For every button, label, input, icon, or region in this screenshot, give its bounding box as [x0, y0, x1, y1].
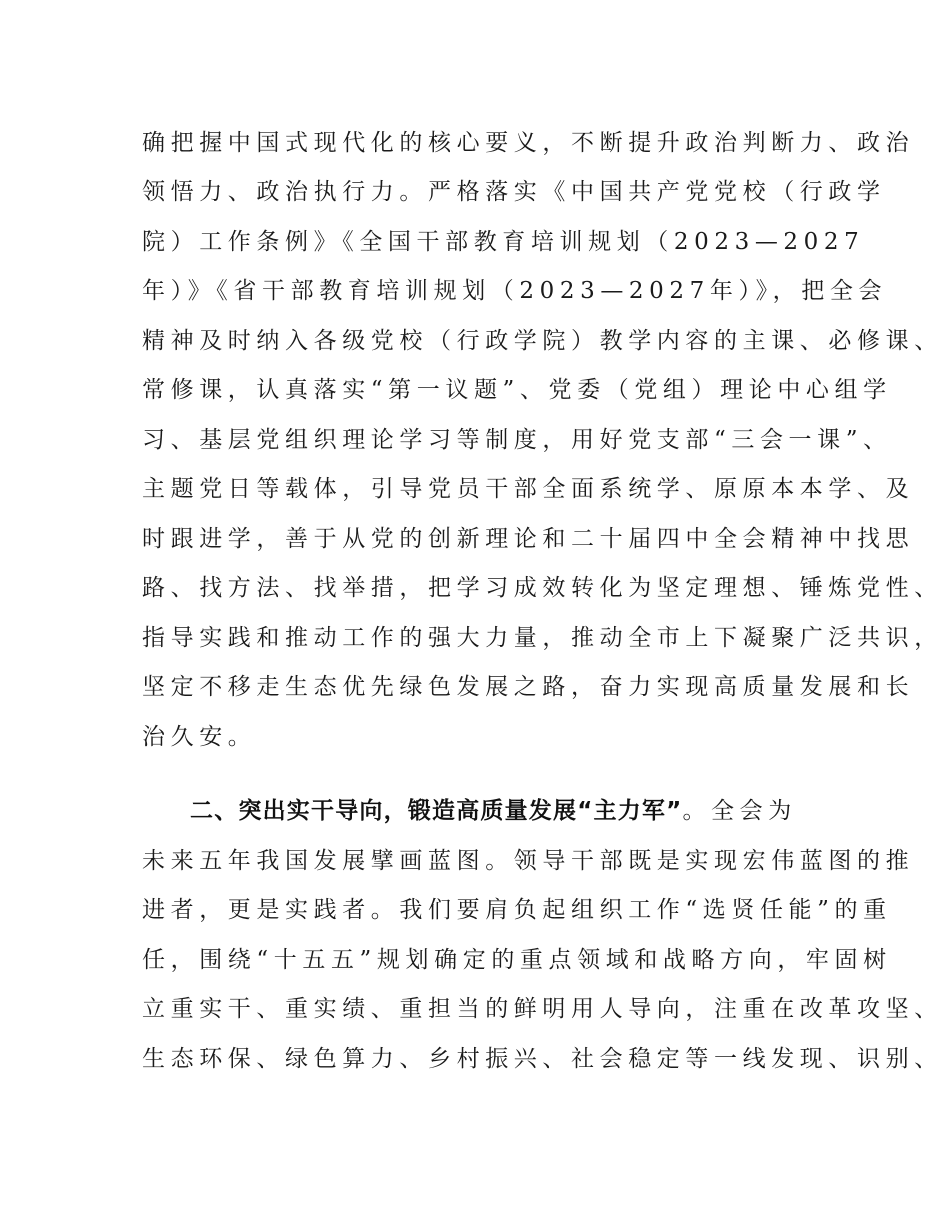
text-line: 主题党日等载体，引导党员干部全面系统学、原原本本学、及: [142, 476, 915, 502]
text-line: 院）工作条例》《全国干部教育培训规划（2023—2027: [142, 229, 865, 255]
text-line: 未来五年我国发展擘画蓝图。领导干部既是实现宏伟蓝图的推: [142, 848, 915, 874]
text-line: 时跟进学，善于从党的创新理论和二十届四中全会精神中找思: [142, 526, 915, 552]
text-line: 精神及时纳入各级党校（行政学院）教学内容的主课、必修课、: [142, 328, 943, 354]
text-line: 年）》《省干部教育培训规划（2023—2027年）》，把全会: [142, 278, 888, 304]
text-line: 治久安。: [142, 724, 257, 750]
text-line: 指导实践和推动工作的强大力量，推动全市上下凝聚广泛共识，: [142, 625, 943, 651]
section-heading-line: [190, 796, 797, 826]
text-line: 生态环保、绿色算力、乡村振兴、社会稳定等一线发现、识别、: [142, 1046, 943, 1072]
section-heading: 二、突出实干导向，锻造高质量发展“主力军”: [190, 798, 683, 824]
text-line: 习、基层党组织理论学习等制度，用好党支部“三会一课”、: [142, 427, 892, 453]
text-line: 任，围绕“十五五”规划确定的重点领域和战略方向，牢固树: [142, 947, 892, 973]
heading-tail-text: 。全会为: [682, 798, 797, 824]
text-line: 进者，更是实践者。我们要肩负起组织工作“选贤任能”的重: [142, 897, 892, 923]
text-line: 路、找方法、找举措，把学习成效转化为坚定理想、锤炼党性、: [142, 575, 943, 601]
text-line: 常修课，认真落实“第一议题”、党委（党组）理论中心组学: [142, 377, 892, 403]
text-line: 坚定不移走生态优先绿色发展之路，奋力实现高质量发展和长: [142, 674, 915, 700]
text-line: 领悟力、政治执行力。严格落实《中国共产党党校（行政学: [142, 179, 886, 205]
text-line: 确把握中国式现代化的核心要义，不断提升政治判断力、政治: [142, 130, 915, 156]
text-line: 立重实干、重实绩、重担当的鲜明用人导向，注重在改革攻坚、: [142, 996, 943, 1022]
